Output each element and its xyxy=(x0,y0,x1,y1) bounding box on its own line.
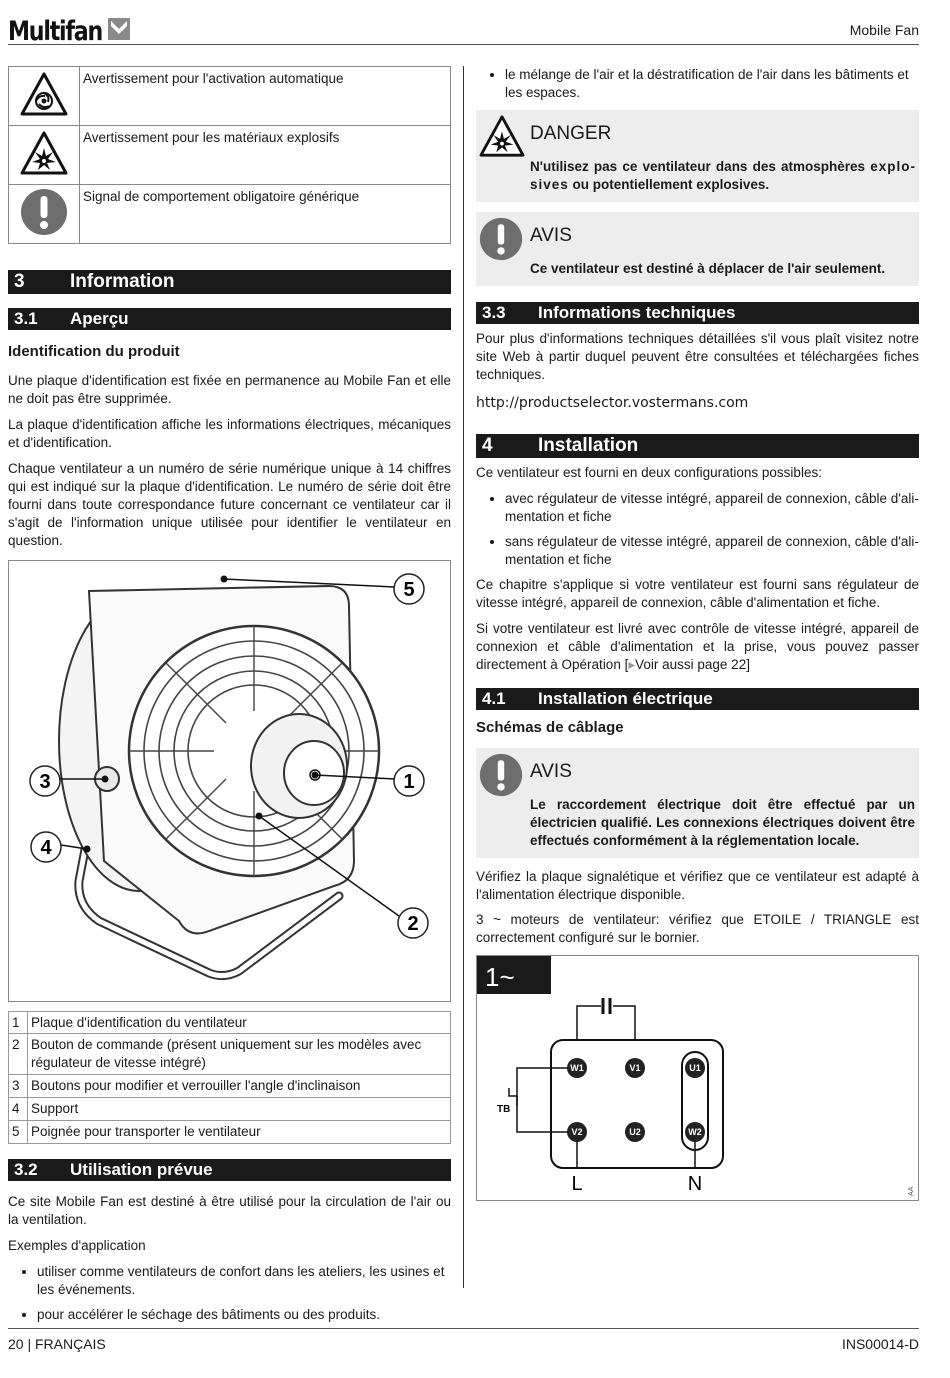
paragraph: Ce site Mobile Fan est destiné à être utilisé pour la circulation de l'air ou la ventilation. xyxy=(8,1194,451,1228)
avis-body: Ce ventilateur est destiné à déplacer de l'air seulement. xyxy=(530,260,886,276)
rotating-fan-warning-icon xyxy=(19,71,69,117)
paragraph: 3 ~ moteurs de ventilateur: vérifiez que ETOILE / TRIANGLE est correctement configuré sur le bornier. xyxy=(476,912,919,946)
danger-notice xyxy=(476,110,919,202)
avis-body: Le raccordement électrique doit être effectué par un électricien qualifié. Les connexions électriques doivent être effectués conformément à la réglementation locale. xyxy=(530,796,915,848)
product-selector-link[interactable]: http://productselector.vostermans.com xyxy=(476,394,749,411)
diagram-code: AA xyxy=(908,1187,915,1197)
examples-list xyxy=(8,1263,451,1324)
list-item: • le mélange de l'air et la déstratification de l'air dans les bâtiments et les espaces. xyxy=(505,66,919,102)
document-code: INS00014-D xyxy=(841,1336,919,1352)
list-item: • utiliser comme ventilateurs de confort dans les ateliers, les usines et les événements. xyxy=(37,1263,451,1299)
diagram-tag: 1~ xyxy=(485,962,515,993)
paragraph: Si votre ventilateur est livré avec contrôle de vitesse intégré, appareil de connexion et câble d'alimentation et la prise, vous pouvez passer directement à Opération [▸Voir aussi page 22] xyxy=(476,620,919,672)
table-row xyxy=(9,67,451,126)
callout-label: 1 xyxy=(403,770,415,793)
danger-body: N'utilisez pas ce ventilateur dans des atmosphères explosives ou potentiellement explosives. xyxy=(530,158,915,192)
right-column xyxy=(476,66,919,1201)
paragraph: Exemples d'application xyxy=(8,1238,146,1254)
examples-list-continued xyxy=(476,66,919,102)
terminal-label: V2 xyxy=(571,1127,583,1138)
wiring-heading: Schémas de câblage xyxy=(476,718,624,736)
paragraph: Une plaque d'identification est fixée en permanence au Mobile Fan et elle ne doit pas être supprimée. xyxy=(8,372,451,406)
callout-label: 5 xyxy=(403,578,415,601)
table-row: 1 Plaque d'identification du ventilateur xyxy=(9,1011,451,1034)
symbol-description: Signal de comportement obligatoire générique xyxy=(80,185,451,244)
terminal-label: W1 xyxy=(570,1063,584,1074)
explosive-warning-icon xyxy=(478,114,526,158)
symbol-description: Avertissement pour les matériaux explosifs xyxy=(80,126,451,185)
section-heading: 4 Installation xyxy=(476,434,919,458)
column-divider xyxy=(463,66,464,1288)
avis-notice xyxy=(476,212,919,286)
page-reference-link[interactable]: Voir aussi page 22 xyxy=(635,656,747,672)
page-number: 20 | FRANÇAIS xyxy=(8,1336,106,1352)
terminal-label: U2 xyxy=(629,1127,641,1138)
terminal-label: U1 xyxy=(689,1063,701,1074)
avis-title: AVIS xyxy=(530,760,572,782)
avis-notice xyxy=(476,748,919,858)
table-row: 2 Bouton de commande (présent uniquement sur les modèles avec régulateur de vitesse intégré) xyxy=(9,1034,451,1075)
table-row: 3 Boutons pour modifier et verrouiller l'angle d'inclinaison xyxy=(9,1075,451,1098)
symbol-table xyxy=(8,66,451,244)
paragraph: Ce chapitre s'applique si votre ventilateur est fourni sans régulateur de vitesse intégré, appareil de connexion, câble d'alimentation et fiche. xyxy=(476,577,919,610)
paragraph: Pour plus d'informations techniques détaillées s'il vous plaît visitez notre site Web à partir duquel peuvent être consultées et téléchargées fiches techniques. xyxy=(476,330,919,382)
avis-title: AVIS xyxy=(530,224,572,246)
left-column xyxy=(8,66,451,1331)
line-label-n: N xyxy=(687,1173,703,1196)
brand-logo: Multifan xyxy=(8,16,103,47)
list-item: • sans régulateur de vitesse intégré, appareil de connexion, câble d'alimentation et fiche xyxy=(505,533,919,569)
subsection-heading: 4.1 Installation électrique xyxy=(476,688,919,710)
terminal-label: W2 xyxy=(688,1127,702,1138)
subsection-heading: 3.3 Informations techniques xyxy=(476,302,919,324)
mobile-fan-illustration xyxy=(9,561,450,999)
list-item: • avec régulateur de vitesse intégré, appareil de connexion, câble d'alimentation et fiche xyxy=(505,490,919,526)
mandatory-action-icon xyxy=(19,187,69,237)
line-label-l: L xyxy=(571,1173,583,1196)
page-footer xyxy=(8,1328,919,1354)
paragraph: Vérifiez la plaque signalétique et vérifiez que ce ventilateur est adapté à l'alimentation électrique disponible. xyxy=(476,868,919,902)
explosive-warning-icon xyxy=(19,130,69,176)
page-header xyxy=(8,12,919,45)
terminal-label: V1 xyxy=(629,1063,641,1074)
section-heading: 3 Information xyxy=(8,270,451,294)
subsection-heading: 3.1 Aperçu xyxy=(8,308,451,330)
document-title: Mobile Fan xyxy=(849,22,919,38)
fan-figure xyxy=(8,560,451,1002)
table-row: 5 Poignée pour transporter le ventilateur xyxy=(9,1121,451,1144)
callout-label: 2 xyxy=(407,912,419,935)
subsection-heading: 3.2 Utilisation prévue xyxy=(8,1159,451,1181)
table-row: 4 Support xyxy=(9,1098,451,1121)
table-row xyxy=(9,126,451,185)
table-row xyxy=(9,185,451,244)
wiring-diagram xyxy=(476,955,919,1201)
mandatory-action-icon xyxy=(478,752,524,798)
symbol-description: Avertissement pour l'activation automatique xyxy=(80,67,451,126)
configuration-list xyxy=(476,490,919,569)
brand-logo-mark-icon xyxy=(108,18,130,40)
tb-label: TB xyxy=(497,1104,511,1116)
danger-title: DANGER xyxy=(530,122,612,144)
paragraph: Ce ventilateur est fourni en deux configurations possibles: xyxy=(476,465,822,481)
paragraph: Chaque ventilateur a un numéro de série numérique unique à 14 chiffres qui est indiqué sur la plaque d'identification. Le numéro de série doit être fourni dans toute correspondance future concernant ce ventilateur car il s'agit de l'information unique utilisée pour identifier le ventilateur en question. xyxy=(8,460,451,548)
link-arrow-icon: ▸ xyxy=(628,656,636,672)
callout-label: 4 xyxy=(40,836,52,859)
figure-legend xyxy=(8,1011,451,1145)
product-id-heading: Identification du produit xyxy=(8,343,180,360)
mandatory-action-icon xyxy=(478,216,524,262)
paragraph: La plaque d'identification affiche les informations électriques, mécaniques et d'identification. xyxy=(8,416,451,450)
list-item: • pour accélérer le séchage des bâtiments ou des produits. xyxy=(37,1306,451,1324)
callout-label: 3 xyxy=(39,770,51,793)
